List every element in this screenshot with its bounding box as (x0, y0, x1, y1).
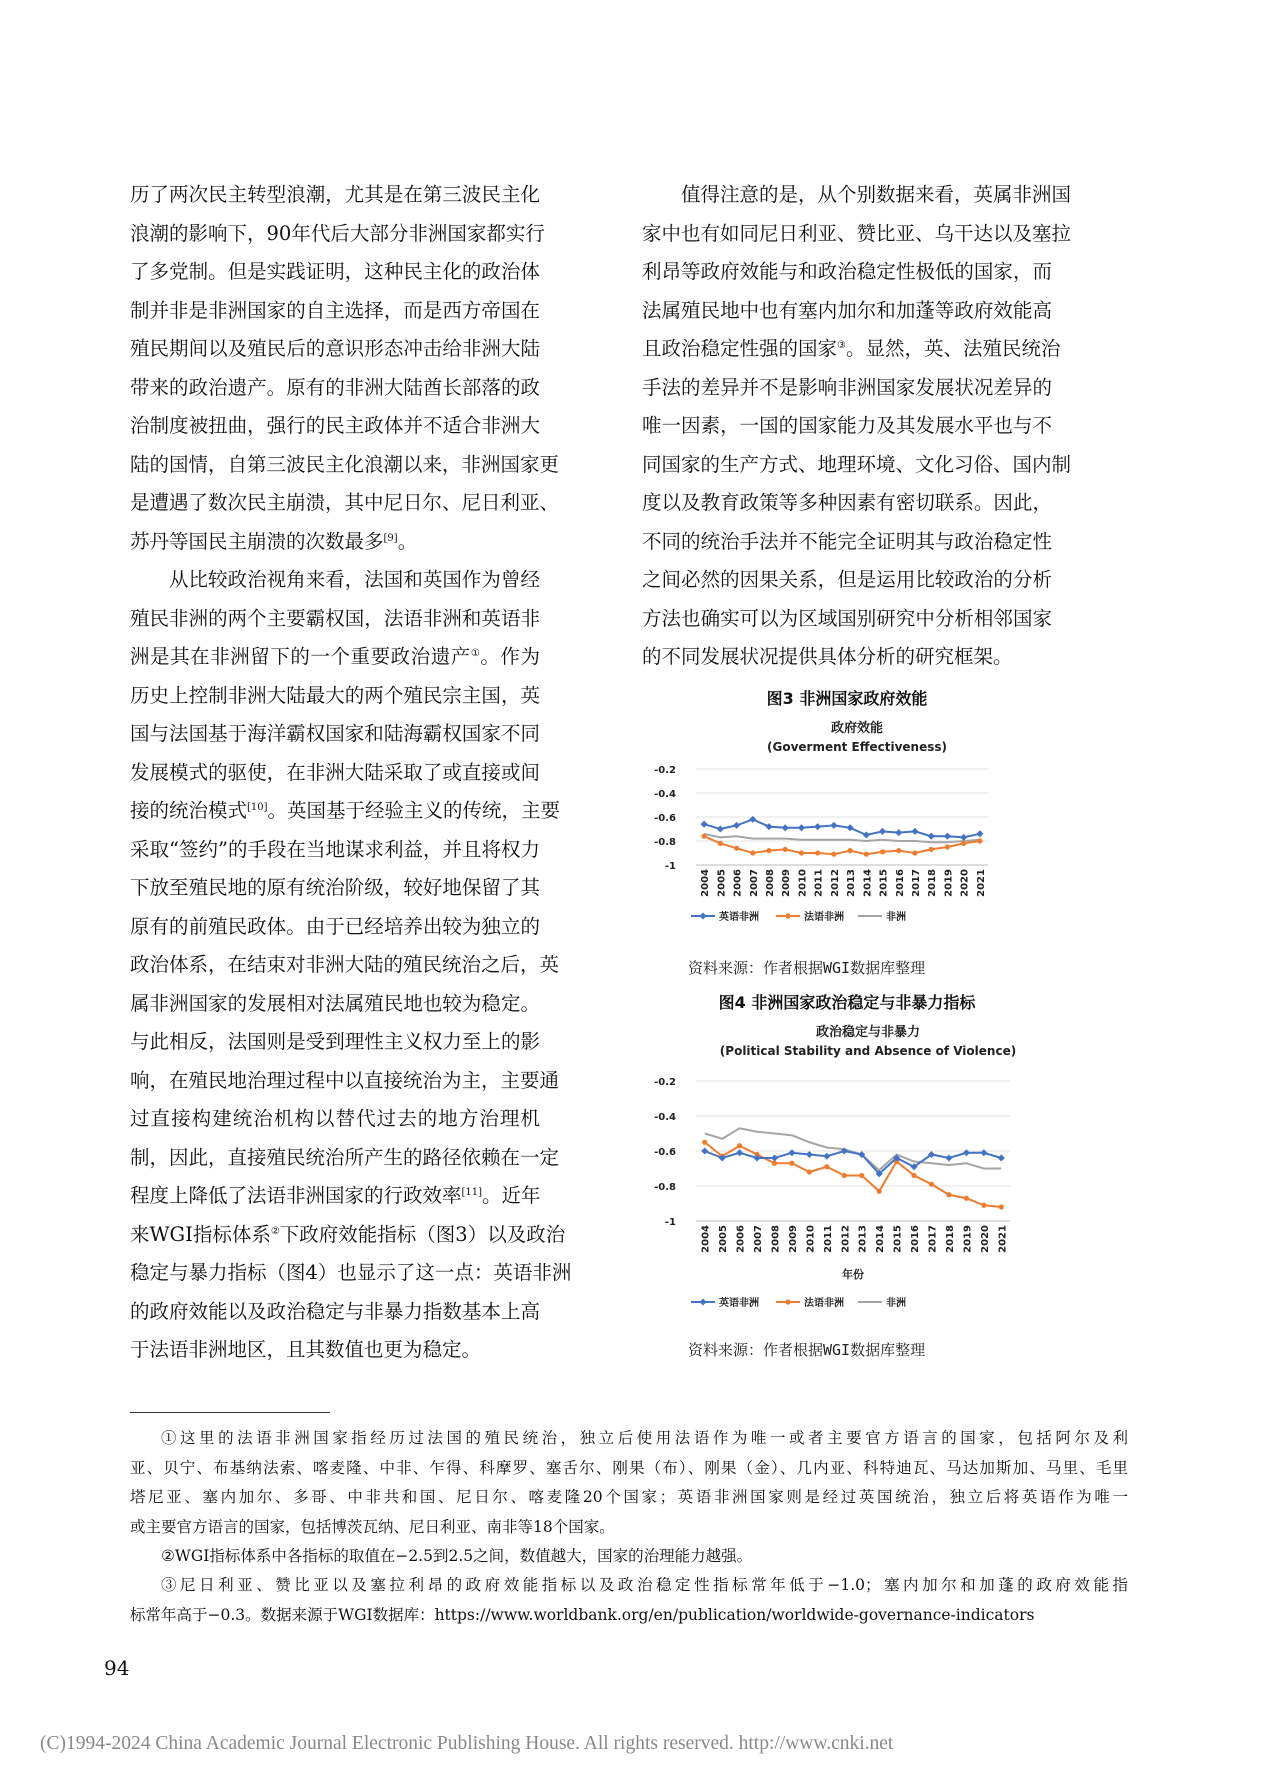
data-point (945, 844, 950, 849)
text-span: 苏丹等国民主崩溃的次数最多 (130, 529, 384, 553)
series-line-英语非洲 (705, 1151, 1002, 1174)
legend-marker (785, 1299, 790, 1304)
data-point (798, 824, 805, 831)
text-line: 不同的统治手法并不能完全证明其与政治稳定性 (642, 529, 1052, 553)
footnote-2 (130, 1542, 1128, 1572)
footnote-line: 或主要官方语言的国家，包括博茨瓦纳、尼日利亚、南非等18个国家。 (130, 1517, 615, 1536)
data-point (782, 824, 789, 831)
chart-subtitle: (Political Stability and Absence of Violence) (719, 1044, 1017, 1058)
data-point (814, 823, 821, 830)
data-point (864, 852, 869, 857)
data-point (879, 828, 886, 835)
data-point (701, 1147, 708, 1154)
data-point (945, 1154, 952, 1161)
text-line: 手法的差异并不是影响非洲国家发展状况差异的 (642, 375, 1052, 399)
x-tick-label: 2013 (857, 1225, 869, 1253)
political-stability-chart (654, 1022, 1090, 1332)
x-axis-label: 年份 (842, 1268, 864, 1281)
text-line: 殖民期间以及殖民后的意识形态冲击给非洲大陆 (130, 337, 540, 360)
data-point (788, 1149, 795, 1156)
text-line: 过直接构建统治机构以替代过去的地方治理机 (130, 1107, 540, 1130)
text-line: 浪潮的影响下，90年代后大部分非洲国家都实行 (130, 221, 545, 245)
page-number: 94 (104, 1656, 130, 1680)
text-line: 殖民非洲的两个主要霸权国，法语非洲和英语非 (130, 606, 540, 630)
x-tick-label: 2020 (979, 1225, 991, 1253)
x-tick-label: 2006 (732, 869, 744, 897)
text-line: 稳定与暴力指标（图4）也显示了这一点：英语非洲 (130, 1261, 572, 1284)
citation-ref[interactable]: [9] (383, 532, 398, 544)
legend-label: 英语非洲 (719, 912, 759, 923)
y-tick-label: -0.2 (654, 765, 676, 776)
y-tick-label: -0.4 (654, 789, 676, 800)
data-point (981, 1203, 986, 1208)
data-point (877, 1189, 882, 1194)
y-tick-label: -0.4 (654, 1112, 676, 1123)
data-point (737, 1143, 742, 1148)
text-line: 国与法国基于海洋霸权国家和陆海霸权国家不同 (130, 722, 540, 745)
x-tick-label: 2007 (748, 869, 760, 897)
x-tick-label: 2010 (797, 869, 809, 897)
data-point (999, 1204, 1004, 1209)
text-line: 唯一因素，一国的国家能力及其发展水平也与不 (642, 414, 1052, 437)
y-tick-label: -0.2 (654, 1077, 676, 1088)
figure4-source: 资料来源：作者根据WGI数据库整理 (688, 1341, 926, 1359)
text-span: 。显然，英、法殖民统治 (845, 337, 1061, 360)
y-tick-label: -0.8 (654, 1182, 676, 1193)
data-point (880, 849, 885, 854)
footnote-ref[interactable]: ② (270, 1225, 280, 1237)
copyright-notice: (C)1994-2024 China Academic Journal Electronic Publishing House. All rights reserved. http://www.cnki.net (40, 1733, 894, 1754)
x-tick-label: 2021 (975, 869, 987, 897)
text-line: 的不同发展状况提供具体分析的研究框架。 (642, 645, 1013, 668)
text-span: 来WGI指标体系 (130, 1222, 271, 1246)
text-line: 从比较政治视角来看，法国和英国作为曾经 (169, 568, 540, 591)
x-tick-label: 2007 (753, 1225, 765, 1253)
x-tick-label: 2011 (822, 1225, 834, 1253)
text-line: 利昂等政府效能与和政治稳定性极低的国家，而 (642, 260, 1052, 283)
data-point (944, 833, 951, 840)
data-point (912, 850, 917, 855)
text-line: 发展模式的驱使，在非洲大陆采取了或直接或间 (130, 760, 540, 784)
data-point (815, 850, 820, 855)
data-point (702, 1140, 707, 1145)
text-line (130, 1216, 566, 1255)
footnote-ref[interactable]: ① (470, 648, 481, 659)
text-span: 接的统治模式 (130, 799, 248, 822)
x-tick-label: 2014 (862, 869, 874, 897)
legend-marker (699, 912, 706, 919)
x-tick-label: 2021 (997, 1225, 1009, 1253)
data-point (765, 823, 772, 830)
data-point (799, 850, 804, 855)
right-column (642, 176, 1072, 677)
legend-label: 非洲 (886, 1298, 906, 1309)
x-tick-label: 2020 (959, 869, 971, 897)
text-span: 。作为 (480, 645, 540, 668)
text-line: 带来的政治遗产。原有的非洲大陆酋长部落的政 (130, 375, 540, 399)
text-line: 家中也有如同尼日利亚、赞比亚、乌干达以及塞拉 (642, 221, 1072, 245)
text-line (130, 1177, 540, 1216)
data-point (929, 847, 934, 852)
data-point (911, 828, 918, 835)
legend-label: 英语非洲 (719, 1298, 759, 1309)
left-column (130, 176, 572, 1370)
data-point (733, 822, 740, 829)
data-point (964, 1196, 969, 1201)
data-point (848, 848, 853, 853)
x-tick-label: 2016 (910, 1225, 922, 1253)
footnote-line: 标常年高于−0.3。数据来源于WGI数据库：https://www.worldbank.org/en/publication/worldwide-governance-indicators (130, 1605, 1035, 1624)
x-tick-label: 2009 (781, 869, 793, 897)
data-point (806, 1151, 813, 1158)
text-line: 制并非是非洲国家的自主选择，而是西方帝国在 (130, 298, 540, 322)
data-point (895, 829, 902, 836)
legend-label: 法语非洲 (804, 912, 844, 923)
data-point (734, 846, 739, 851)
x-tick-label: 2019 (943, 869, 955, 897)
chart-title: 政治稳定与非暴力 (815, 1025, 921, 1040)
text-span: 。近年 (482, 1184, 541, 1207)
legend-label: 非洲 (886, 912, 906, 923)
footnote-line: ①这里的法语非洲国家指经历过法国的殖民统治，独立后使用法语作为唯一或者主要官方语言的国家，包括阿尔及利 (161, 1429, 1128, 1447)
data-point (701, 821, 708, 828)
data-point (998, 1154, 1005, 1161)
series-line-英语非洲 (704, 819, 980, 837)
x-tick-label: 2012 (829, 869, 841, 897)
series-line-非洲 (705, 1128, 1002, 1170)
text-line: 政治体系，在结束对非洲大陆的殖民统治之后，英 (130, 953, 560, 976)
footnote-divider (130, 1412, 330, 1413)
legend-label: 法语非洲 (804, 1298, 844, 1309)
data-point (702, 834, 707, 839)
citation-ref[interactable]: [10] (247, 802, 268, 813)
text-line: 之间必然的因果关系，但是运用比较政治的分析 (642, 568, 1052, 591)
text-line: 历了两次民主转型浪潮，尤其是在第三波民主化 (130, 183, 540, 206)
footnote-ref[interactable]: ③ (837, 340, 846, 351)
chart-title: 政府效能 (830, 721, 884, 736)
data-point (824, 1164, 829, 1169)
data-point (783, 847, 788, 852)
data-point (911, 1173, 916, 1178)
text-span: 且政治稳定性强的国家 (642, 337, 838, 360)
y-tick-label: -1 (664, 1217, 676, 1228)
government-effectiveness-chart (654, 716, 1090, 942)
x-tick-label: 2008 (765, 869, 776, 897)
text-line: 方法也确实可以为区域国别研究中分析相邻国家 (642, 606, 1052, 630)
text-span: 程度上降低了法语非洲国家的行政效率 (130, 1184, 462, 1207)
footnote-1 (130, 1424, 1128, 1542)
x-tick-label: 2015 (892, 1225, 904, 1253)
data-point (929, 1182, 934, 1187)
legend-marker (785, 913, 790, 918)
text-line: 与此相反，法国则是受到理性主义权力至上的影 (130, 1030, 540, 1053)
text-line: 属非洲国家的发展相对法属殖民地也较为稳定。 (130, 991, 540, 1015)
data-point (859, 1173, 864, 1178)
text-line: 了多党制。但是实践证明，这种民主化的政治体 (130, 260, 540, 283)
data-point (946, 1192, 951, 1197)
x-tick-label: 2015 (878, 869, 890, 897)
x-tick-label: 2006 (735, 1225, 747, 1253)
figure4-caption: 图4 非洲国家政治稳定与非暴力指标 (718, 993, 976, 1012)
x-tick-label: 2019 (962, 1225, 974, 1253)
text-line: 苏丹等国民主崩溃的次数最多[9]。 (130, 529, 418, 553)
data-point (750, 850, 755, 855)
x-tick-label: 2012 (840, 1225, 852, 1253)
data-point (789, 1161, 794, 1166)
y-tick-label: -0.6 (654, 1147, 676, 1158)
data-point (980, 1149, 987, 1156)
figure3-source: 资料来源：作者根据WGI数据库整理 (688, 959, 926, 977)
text-line: 下放至殖民地的原有统治阶级，较好地保留了其 (130, 876, 540, 899)
x-tick-label: 2013 (846, 869, 858, 897)
data-point (717, 825, 724, 832)
x-tick-label: 2011 (813, 869, 825, 897)
data-point (831, 852, 836, 857)
text-line: 同国家的生产方式、地理环境、文化习俗、国内制 (642, 452, 1072, 476)
x-tick-label: 2017 (927, 1225, 939, 1253)
footnote-line: 亚、贝宁、布基纳法索、喀麦隆、中非、乍得、科摩罗、塞舌尔、刚果（布）、刚果（金）、几内亚、科特迪瓦、马达加斯加、马里、毛里 (130, 1458, 1128, 1477)
data-point (830, 822, 837, 829)
text-line: 响，在殖民地治理过程中以直接统治为主，主要通 (130, 1068, 560, 1092)
x-tick-label: 2004 (700, 1225, 712, 1253)
text-line: 值得注意的是，从个别数据来看，英属非洲国 (681, 183, 1072, 206)
text-span: 洲是其在非洲留下的一个重要政治遗产 (130, 645, 471, 668)
text-line: 采取“签约”的手段在当地谋求利益，并且将权力 (130, 837, 540, 861)
text-line (642, 330, 1061, 369)
text-line (130, 638, 540, 677)
text-line: 于法语非洲地区，且其数值也更为稳定。 (130, 1338, 482, 1361)
x-tick-label: 2005 (716, 869, 728, 897)
data-point (928, 833, 935, 840)
data-point (807, 1169, 812, 1174)
x-tick-label: 2004 (700, 869, 712, 897)
text-line: 的政府效能以及政治稳定与非暴力指数基本上高 (130, 1299, 540, 1323)
y-tick-label: -1 (664, 861, 676, 872)
data-point (847, 824, 854, 831)
legend-marker (699, 1298, 706, 1305)
y-tick-label: -0.6 (654, 813, 676, 824)
text-span: 。英国基于经验主义的传统，主要 (267, 799, 561, 822)
x-tick-label: 2016 (894, 869, 906, 897)
figure3-caption: 图3 非洲国家政府效能 (766, 689, 928, 708)
text-line: 陆的国情，自第三波民主化浪潮以来，非洲国家更 (130, 452, 560, 476)
data-point (963, 1149, 970, 1156)
data-point (736, 1149, 743, 1156)
data-point (766, 848, 771, 853)
citation-ref[interactable]: [11] (461, 1187, 483, 1198)
data-point (863, 831, 870, 838)
text-line: 法属殖民地中也有塞内加尔和加蓬等政府效能高 (642, 298, 1052, 322)
data-point (771, 1154, 778, 1161)
x-tick-label: 2010 (805, 1225, 817, 1253)
data-point (823, 1153, 830, 1160)
text-span: 下政府效能指标（图3）以及政治 (279, 1222, 566, 1246)
footnote-line: ③尼日利亚、赞比亚以及塞拉利昂的政府效能指标以及政治稳定性指标常年低于−1.0；塞内加尔和加蓬的政府效能指 (161, 1576, 1128, 1594)
text-line (130, 792, 561, 831)
x-tick-label: 2018 (944, 1225, 956, 1253)
x-tick-label: 2008 (770, 1225, 782, 1253)
x-tick-label: 2005 (718, 1225, 730, 1253)
text-line: 制，因此，直接殖民统治所产生的路径依赖在一定 (130, 1145, 560, 1169)
footnote-3 (130, 1571, 1128, 1630)
text-line: 原有的前殖民政体。由于已经培养出较为独立的 (130, 914, 540, 938)
footnote-line: 塔尼亚、塞内加尔、多哥、中非共和国、尼日尔、喀麦隆20个国家；英语非洲国家则是经过英国统治，独立后将英语作为唯一 (130, 1488, 1128, 1506)
x-tick-label: 2018 (927, 869, 939, 897)
data-point (718, 841, 723, 846)
text-line: 历史上控制非洲大陆最大的两个殖民宗主国，英 (130, 683, 540, 707)
x-tick-label: 2009 (787, 1225, 799, 1253)
data-point (977, 838, 982, 843)
data-point (896, 848, 901, 853)
x-tick-label: 2017 (911, 869, 922, 897)
text-line: 治制度被扭曲，强行的民主政体并不适合非洲大 (130, 414, 540, 437)
data-point (961, 841, 966, 846)
data-point (842, 1173, 847, 1178)
footnote-line: ②WGI指标体系中各指标的取值在−2.5到2.5之间，数值越大，国家的治理能力越强。 (161, 1547, 753, 1565)
text-line: 度以及教育政策等多种因素有密切联系。因此， (642, 491, 1052, 514)
chart-subtitle: (Goverment Effectiveness) (767, 740, 947, 754)
text-line: 是遭遇了数次民主崩溃，其中尼日尔、尼日利亚、 (130, 491, 560, 514)
y-tick-label: -0.8 (654, 837, 676, 848)
data-point (976, 830, 983, 837)
x-tick-label: 2014 (875, 1225, 887, 1253)
